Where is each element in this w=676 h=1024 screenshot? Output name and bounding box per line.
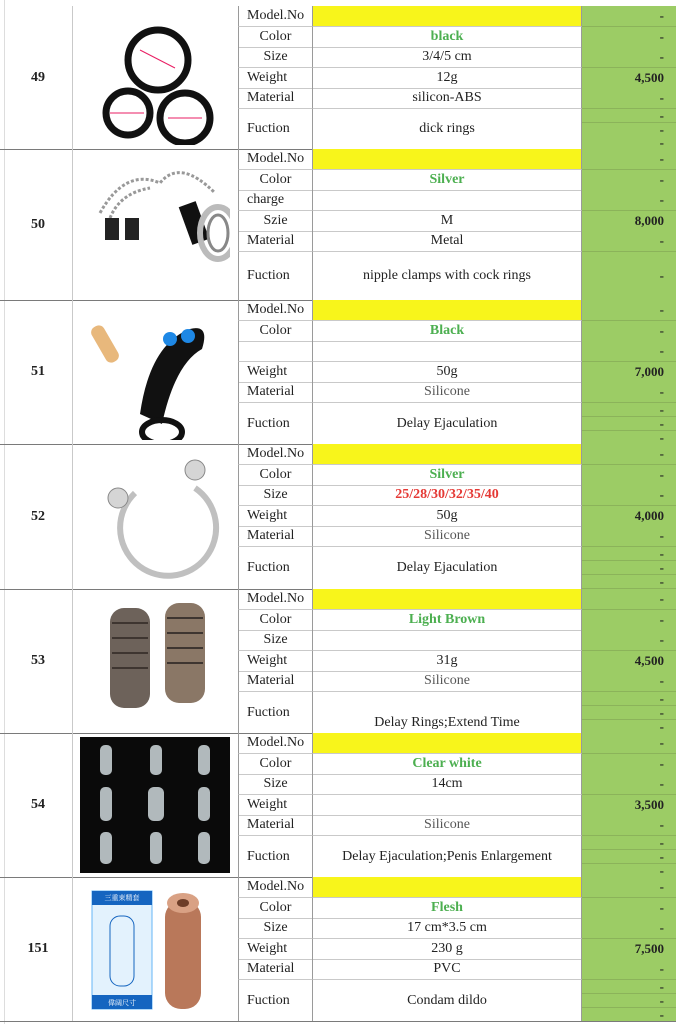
price-placeholder: - bbox=[582, 877, 676, 898]
clear-sleeves-image bbox=[80, 737, 230, 873]
attribute-value: Silicone bbox=[312, 526, 582, 547]
attribute-label: Size bbox=[238, 47, 312, 68]
price-placeholder: - bbox=[582, 994, 676, 1008]
attribute-value: Clear white bbox=[312, 754, 582, 775]
attribute-value: Delay Ejaculation bbox=[312, 403, 582, 445]
price-placeholder: - bbox=[582, 341, 676, 362]
attribute-value: Silicone bbox=[312, 382, 582, 403]
attribute-grid bbox=[238, 6, 676, 149]
price-placeholder: - bbox=[582, 959, 676, 980]
product-image-cell bbox=[72, 733, 238, 878]
attribute-label: Fuction bbox=[238, 403, 312, 445]
price-placeholder: - bbox=[582, 170, 676, 191]
attribute-value: Delay Rings;Extend Time bbox=[312, 692, 582, 734]
attribute-value: 50g bbox=[312, 506, 582, 527]
attribute-value: 50g bbox=[312, 362, 582, 383]
price-placeholder: - bbox=[582, 123, 676, 137]
black-ring-device-image bbox=[80, 304, 230, 440]
attribute-value: silicon-ABS bbox=[312, 88, 582, 109]
attribute-label: Model.No bbox=[238, 444, 312, 465]
product-id: 51 bbox=[4, 300, 73, 445]
price-placeholder: - bbox=[582, 231, 676, 252]
attribute-value: 230 g bbox=[312, 939, 582, 960]
price-placeholder: - bbox=[582, 417, 676, 431]
attribute-value: Delay Ejaculation bbox=[312, 547, 582, 590]
attribute-value: Delay Ejaculation;Penis Enlargement bbox=[312, 836, 582, 878]
price-placeholder: - bbox=[582, 918, 676, 939]
sleeve-pair-image bbox=[80, 593, 230, 729]
product-image-cell bbox=[72, 300, 238, 445]
model-no-cell bbox=[312, 589, 582, 610]
product-image-cell bbox=[72, 877, 238, 1022]
price-placeholder: - bbox=[582, 671, 676, 692]
flesh-sleeve-box-image bbox=[80, 881, 230, 1017]
price-placeholder: - bbox=[582, 6, 676, 27]
attribute-label: Size bbox=[238, 630, 312, 651]
price-placeholder: - bbox=[582, 733, 676, 754]
attribute-label: Size bbox=[238, 774, 312, 795]
price-placeholder: - bbox=[582, 109, 676, 123]
attribute-label: Color bbox=[238, 27, 312, 48]
attribute-value bbox=[312, 190, 582, 211]
attribute-value: Silver bbox=[312, 170, 582, 191]
attribute-label: Fuction bbox=[238, 836, 312, 878]
price-placeholder: - bbox=[582, 898, 676, 919]
attribute-label: Size bbox=[238, 918, 312, 939]
attribute-label: Color bbox=[238, 754, 312, 775]
product-id: 53 bbox=[4, 589, 73, 734]
attribute-value: 14cm bbox=[312, 774, 582, 795]
price-placeholder: - bbox=[582, 630, 676, 651]
model-no-cell bbox=[312, 444, 582, 465]
o-ring-set-image bbox=[80, 10, 230, 145]
product-id: 52 bbox=[4, 444, 73, 590]
product-row bbox=[0, 589, 676, 733]
attribute-value: PVC bbox=[312, 959, 582, 980]
price-value: 4,000 bbox=[582, 506, 676, 527]
attribute-value: 3/4/5 cm bbox=[312, 47, 582, 68]
attribute-label: Weight bbox=[238, 939, 312, 960]
price-placeholder: - bbox=[582, 526, 676, 547]
attribute-label: Material bbox=[238, 815, 312, 836]
attribute-label: Szie bbox=[238, 211, 312, 232]
attribute-label: Color bbox=[238, 465, 312, 486]
price-placeholder: - bbox=[582, 864, 676, 878]
price-placeholder: - bbox=[582, 815, 676, 836]
attribute-label: Fuction bbox=[238, 547, 312, 590]
product-id: 50 bbox=[4, 149, 73, 301]
product-id: 54 bbox=[4, 733, 73, 878]
price-placeholder: - bbox=[582, 754, 676, 775]
price-placeholder: - bbox=[582, 27, 676, 48]
attribute-label: Model.No bbox=[238, 589, 312, 610]
price-value: 4,500 bbox=[582, 68, 676, 89]
chain-clamp-image bbox=[80, 153, 230, 296]
product-image-cell bbox=[72, 149, 238, 301]
row-divider bbox=[0, 1021, 676, 1022]
product-id: 151 bbox=[4, 877, 73, 1022]
attribute-label: Size bbox=[238, 485, 312, 506]
model-no-cell bbox=[312, 877, 582, 898]
attribute-grid bbox=[238, 300, 676, 444]
attribute-label: Fuction bbox=[238, 252, 312, 301]
attribute-label: Material bbox=[238, 526, 312, 547]
price-value: 3,500 bbox=[582, 795, 676, 816]
attribute-label: charge bbox=[238, 190, 312, 211]
price-placeholder: - bbox=[582, 692, 676, 706]
product-row bbox=[0, 733, 676, 877]
product-row bbox=[0, 877, 676, 1021]
attribute-label: Material bbox=[238, 671, 312, 692]
attribute-label: Weight bbox=[238, 362, 312, 383]
attribute-value: nipple clamps with cock rings bbox=[312, 252, 582, 301]
product-id: 49 bbox=[4, 6, 73, 150]
attribute-label: Material bbox=[238, 959, 312, 980]
attribute-grid bbox=[238, 877, 676, 1021]
price-placeholder: - bbox=[582, 190, 676, 211]
metal-ring-image bbox=[80, 448, 230, 585]
attribute-value bbox=[312, 795, 582, 816]
attribute-value bbox=[312, 630, 582, 651]
price-placeholder: - bbox=[582, 720, 676, 734]
attribute-grid bbox=[238, 589, 676, 733]
attribute-label: Model.No bbox=[238, 300, 312, 321]
price-placeholder: - bbox=[582, 136, 676, 150]
attribute-label: Fuction bbox=[238, 980, 312, 1022]
product-row bbox=[0, 444, 676, 589]
attribute-label: Fuction bbox=[238, 692, 312, 734]
product-row bbox=[0, 149, 676, 300]
price-placeholder: - bbox=[582, 706, 676, 720]
model-no-cell bbox=[312, 733, 582, 754]
model-no-cell bbox=[312, 6, 582, 27]
price-placeholder: - bbox=[582, 149, 676, 170]
product-row bbox=[0, 300, 676, 444]
attribute-value: 31g bbox=[312, 651, 582, 672]
price-placeholder: - bbox=[582, 88, 676, 109]
price-placeholder: - bbox=[582, 547, 676, 561]
price-placeholder: - bbox=[582, 836, 676, 850]
attribute-label bbox=[238, 341, 312, 362]
attribute-value: Silicone bbox=[312, 671, 582, 692]
attribute-grid bbox=[238, 733, 676, 877]
attribute-value: Metal bbox=[312, 231, 582, 252]
price-placeholder: - bbox=[582, 321, 676, 342]
attribute-label: Material bbox=[238, 231, 312, 252]
attribute-label: Weight bbox=[238, 651, 312, 672]
box-label-top: 三重束精套 bbox=[104, 894, 140, 902]
price-placeholder: - bbox=[582, 465, 676, 486]
attribute-value: Light Brown bbox=[312, 610, 582, 631]
attribute-label: Color bbox=[238, 898, 312, 919]
attribute-grid bbox=[238, 149, 676, 300]
price-placeholder: - bbox=[582, 252, 676, 301]
attribute-label: Weight bbox=[238, 506, 312, 527]
attribute-value: Silicone bbox=[312, 815, 582, 836]
price-placeholder: - bbox=[582, 589, 676, 610]
price-placeholder: - bbox=[582, 610, 676, 631]
attribute-label: Model.No bbox=[238, 877, 312, 898]
attribute-label: Color bbox=[238, 321, 312, 342]
price-placeholder: - bbox=[582, 561, 676, 575]
attribute-value: Black bbox=[312, 321, 582, 342]
attribute-label: Model.No bbox=[238, 733, 312, 754]
attribute-value bbox=[312, 341, 582, 362]
price-placeholder: - bbox=[582, 980, 676, 994]
attribute-label: Material bbox=[238, 382, 312, 403]
attribute-value: Silver bbox=[312, 465, 582, 486]
price-placeholder: - bbox=[582, 47, 676, 68]
price-placeholder: - bbox=[582, 444, 676, 465]
price-value: 7,500 bbox=[582, 939, 676, 960]
attribute-value: 25/28/30/32/35/40 bbox=[312, 485, 582, 506]
attribute-value: black bbox=[312, 27, 582, 48]
price-placeholder: - bbox=[582, 300, 676, 321]
price-placeholder: - bbox=[582, 1008, 676, 1022]
attribute-label: Color bbox=[238, 170, 312, 191]
attribute-value: dick rings bbox=[312, 109, 582, 150]
attribute-label: Fuction bbox=[238, 109, 312, 150]
attribute-label: Weight bbox=[238, 795, 312, 816]
price-placeholder: - bbox=[582, 382, 676, 403]
price-value: 4,500 bbox=[582, 651, 676, 672]
price-placeholder: - bbox=[582, 431, 676, 445]
model-no-cell bbox=[312, 300, 582, 321]
attribute-value: 12g bbox=[312, 68, 582, 89]
attribute-value: 17 cm*3.5 cm bbox=[312, 918, 582, 939]
attribute-value: Flesh bbox=[312, 898, 582, 919]
product-image-cell bbox=[72, 6, 238, 150]
product-image-cell bbox=[72, 589, 238, 734]
model-no-cell bbox=[312, 149, 582, 170]
attribute-label: Model.No bbox=[238, 149, 312, 170]
price-placeholder: - bbox=[582, 850, 676, 864]
price-placeholder: - bbox=[582, 575, 676, 589]
attribute-label: Model.No bbox=[238, 6, 312, 27]
price-value: 8,000 bbox=[582, 211, 676, 232]
attribute-label: Color bbox=[238, 610, 312, 631]
attribute-label: Weight bbox=[238, 68, 312, 89]
attribute-value: M bbox=[312, 211, 582, 232]
price-value: 7,000 bbox=[582, 362, 676, 383]
attribute-label: Material bbox=[238, 88, 312, 109]
price-placeholder: - bbox=[582, 485, 676, 506]
product-image-cell bbox=[72, 444, 238, 590]
product-row bbox=[0, 6, 676, 149]
attribute-grid bbox=[238, 444, 676, 589]
box-label-bottom: 偉阔尺寸 bbox=[108, 999, 136, 1007]
attribute-value: Condam dildo bbox=[312, 980, 582, 1022]
price-placeholder: - bbox=[582, 403, 676, 417]
price-placeholder: - bbox=[582, 774, 676, 795]
